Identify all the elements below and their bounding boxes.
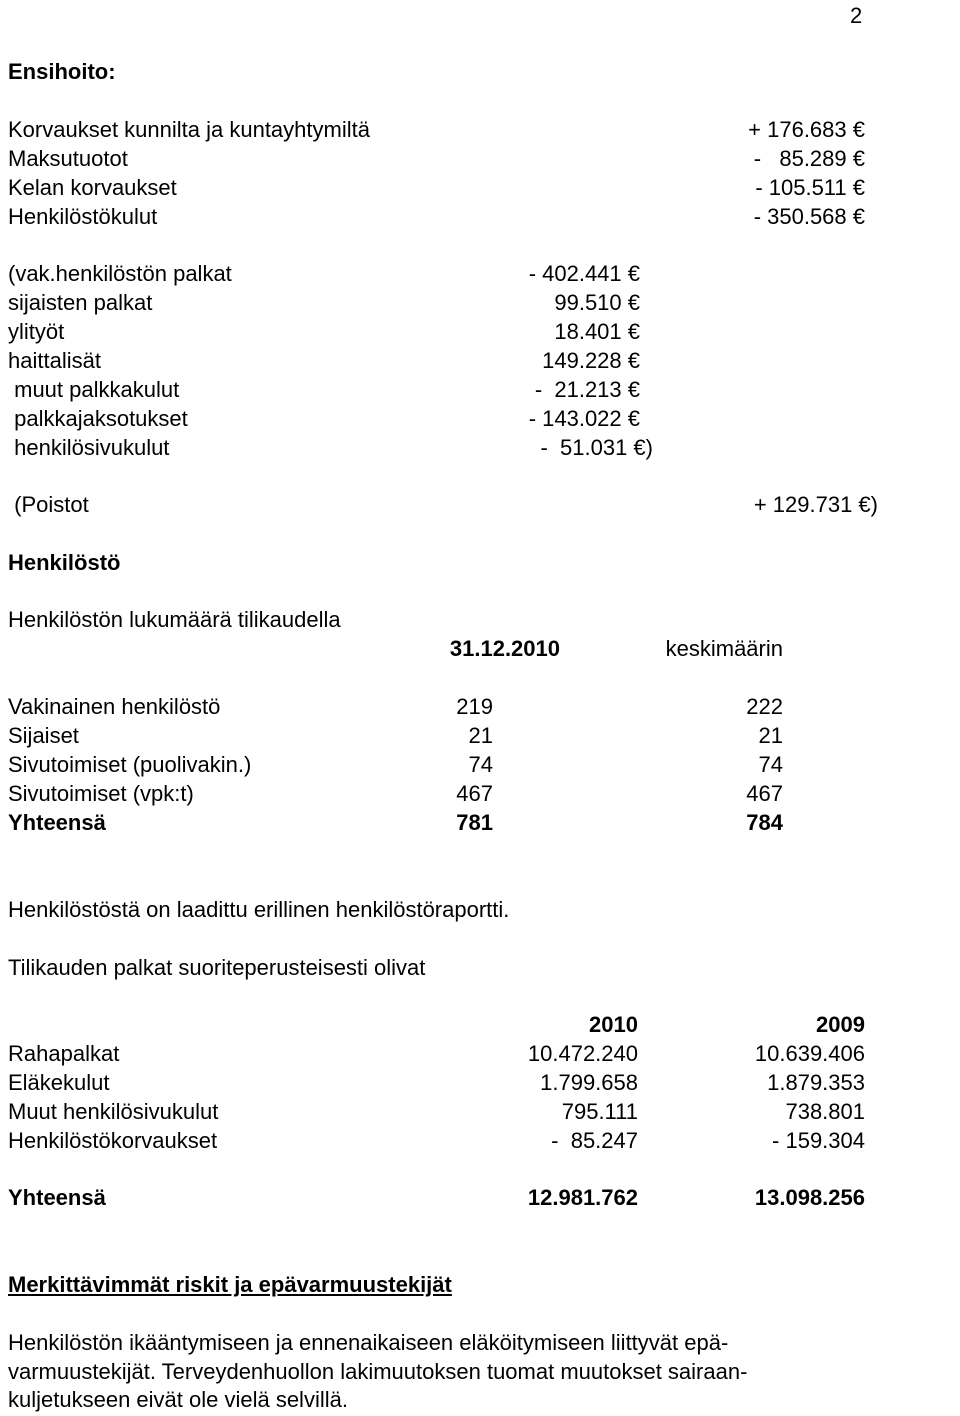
henkilosto-row-label: Vakinainen henkilöstö <box>8 694 221 719</box>
palkat-row-v2: - 159.304 <box>772 1128 865 1153</box>
ensihoito-row-label: Maksutuotot <box>8 146 128 171</box>
ensihoito-row-label: Kelan korvaukset <box>8 175 177 200</box>
palkat-total-v1: 12.981.762 <box>527 1185 638 1210</box>
poistot-label: (Poistot <box>8 492 89 517</box>
palkat-col-header-2009: 2009 <box>816 1012 865 1037</box>
ensihoito-sub-label: ylityöt <box>8 319 65 344</box>
henkilosto-total-label: Yhteensä <box>8 810 106 835</box>
ensihoito-sub-label: (vak.henkilöstön palkat <box>8 261 232 286</box>
palkat-row-v2: 10.639.406 <box>754 1041 865 1066</box>
riskit-paragraph-line-3: kuljetukseen eivät ole vielä selvillä. <box>8 1387 348 1412</box>
page-number: 2 <box>850 3 863 28</box>
poistot-value: + 129.731 €) <box>753 492 878 517</box>
riskit-paragraph-line-2: varmuustekijät. Terveydenhuollon lakimuutoksen tuomat muutokset sairaan- <box>8 1359 748 1384</box>
palkat-total-v2: 13.098.256 <box>754 1185 865 1210</box>
henkilosto-row-label: Sijaiset <box>8 723 79 748</box>
henkilosto-row-label: Sivutoimiset (puolivakin.) <box>8 752 252 777</box>
henkilosto-row-v2: 74 <box>758 752 783 777</box>
henkilosto-row-v1: 467 <box>456 781 493 806</box>
ensihoito-sub-label: sijaisten palkat <box>8 290 153 315</box>
henkilosto-row-label: Sivutoimiset (vpk:t) <box>8 781 194 806</box>
henkilosto-row-v2: 222 <box>746 694 783 719</box>
ensihoito-sub-value: - 143.022 € <box>528 406 640 431</box>
ensihoito-row-value: + 176.683 € <box>748 117 865 142</box>
henkilosto-subheading: Henkilöstön lukumäärä tilikaudella <box>8 607 341 632</box>
ensihoito-sub-value: - 21.213 € <box>534 377 640 402</box>
palkat-row-v2: 738.801 <box>785 1099 865 1124</box>
palkat-total-label: Yhteensä <box>8 1185 106 1210</box>
ensihoito-row-value: - 105.511 € <box>755 175 865 200</box>
palkat-row-v1: 795.111 <box>561 1099 638 1124</box>
palkat-heading: Tilikauden palkat suoriteperusteisesti olivat <box>8 955 426 980</box>
ensihoito-sub-value: - 402.441 € <box>528 261 640 286</box>
palkat-row-v1: 1.799.658 <box>540 1070 638 1095</box>
palkat-row-v1: 10.472.240 <box>527 1041 638 1066</box>
henkilosto-note: Henkilöstöstä on laadittu erillinen henkilöstöraportti. <box>8 897 510 922</box>
palkat-row-label: Muut henkilösivukulut <box>8 1099 219 1124</box>
ensihoito-sub-value: 99.510 € <box>554 290 640 315</box>
riskit-paragraph-line-1: Henkilöstön ikääntymiseen ja ennenaikaiseen eläköitymiseen liittyvät epä- <box>8 1330 729 1355</box>
ensihoito-row-label: Henkilöstökulut <box>8 204 158 229</box>
ensihoito-row-value: - 85.289 € <box>753 146 865 171</box>
palkat-row-label: Henkilöstökorvaukset <box>8 1128 218 1153</box>
ensihoito-sub-value: 18.401 € <box>554 319 640 344</box>
henkilosto-row-v2: 467 <box>746 781 783 806</box>
ensihoito-sub-label: haittalisät <box>8 348 101 373</box>
ensihoito-row-label: Korvaukset kunnilta ja kuntayhtymiltä <box>8 117 370 142</box>
henkilosto-row-v1: 74 <box>468 752 493 777</box>
palkat-row-v2: 1.879.353 <box>767 1070 865 1095</box>
henkilosto-row-v2: 21 <box>758 723 783 748</box>
palkat-col-header-2010: 2010 <box>589 1012 638 1037</box>
section-heading-ensihoito: Ensihoito: <box>8 59 116 84</box>
ensihoito-sub-value: 149.228 € <box>542 348 640 373</box>
henkilosto-row-v1: 21 <box>468 723 493 748</box>
riskit-heading: Merkittävimmät riskit ja epävarmuustekijät <box>8 1272 452 1297</box>
section-heading-henkilosto: Henkilöstö <box>8 550 121 575</box>
palkat-row-label: Rahapalkat <box>8 1041 120 1066</box>
ensihoito-sub-label: muut palkkakulut <box>8 377 180 402</box>
henkilosto-total-v1: 781 <box>456 810 493 835</box>
palkat-row-label: Eläkekulut <box>8 1070 110 1095</box>
ensihoito-sub-label: palkkajaksotukset <box>8 406 188 431</box>
ensihoito-sub-value: - 51.031 €) <box>540 435 653 460</box>
henkilosto-row-v1: 219 <box>456 694 493 719</box>
ensihoito-sub-label: henkilösivukulut <box>8 435 170 460</box>
henkilosto-total-v2: 784 <box>746 810 783 835</box>
palkat-row-v1: - 85.247 <box>551 1128 638 1153</box>
ensihoito-row-value: - 350.568 € <box>753 204 865 229</box>
henkilosto-col-header-avg: keskimäärin <box>665 636 783 661</box>
henkilosto-col-header-date: 31.12.2010 <box>449 636 560 661</box>
